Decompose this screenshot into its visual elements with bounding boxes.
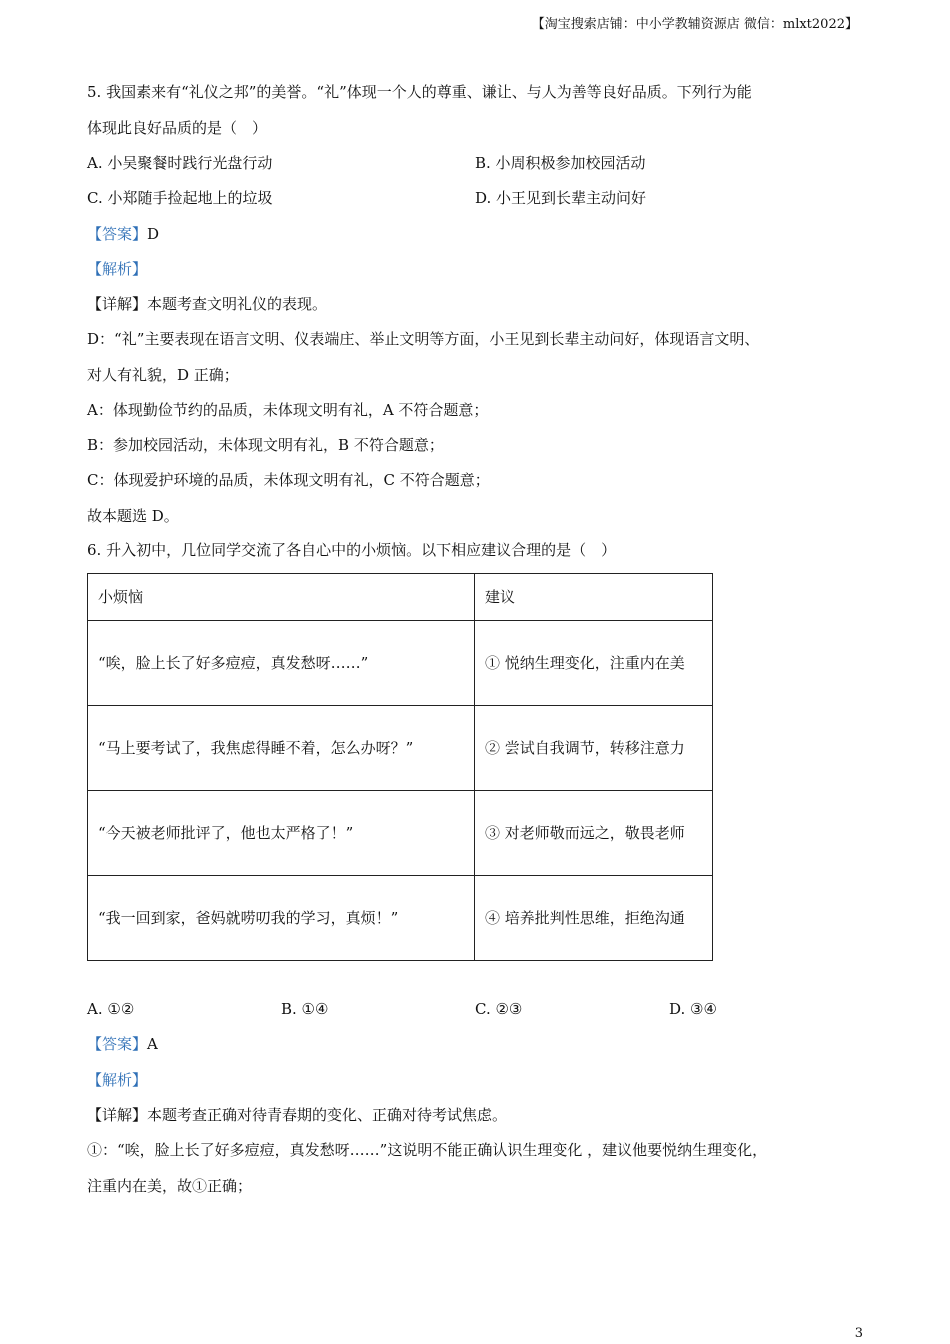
q6-explain-1-line1: ①：“唉，脸上长了好多痘痘，真发愁呀……”这说明不能正确认识生理变化 ，建议他要悦纳生理变化， — [87, 1141, 768, 1159]
table-cell-worry: “我一回到家，爸妈就唠叨我的学习，真烦！” — [88, 876, 475, 961]
q5-explain-a: A：体现勤俭节约的品质，未体现文明有礼，A 不符合题意； — [87, 401, 489, 419]
table-cell-suggestion: ① 悦纳生理变化，注重内在美 — [485, 653, 685, 672]
table-header-worry: 小烦恼 — [88, 574, 475, 621]
q6-analysis-tag: 【解析】 — [87, 1071, 148, 1089]
q5-answer-tag: 【答案】 — [87, 225, 148, 243]
q6-explain-1-line2: 注重内在美，故①正确； — [87, 1177, 253, 1195]
table-cell-worry: “马上要考试了，我焦虑得睡不着，怎么办呀？” — [88, 706, 475, 791]
table-row — [88, 791, 713, 876]
table-cell-suggestion: ③ 对老师敬而远之，敬畏老师 — [485, 823, 685, 842]
q5-detail — [87, 294, 327, 314]
q6-table — [87, 573, 713, 961]
table-row — [88, 621, 713, 706]
q6-answer — [87, 1034, 158, 1054]
q5-explain-b: B：参加校园活动，未体现文明有礼，B 不符合题意； — [87, 436, 444, 454]
table-cell-worry: “今天被老师批评了，他也太严格了！” — [88, 791, 475, 876]
page-number: 3 — [854, 1326, 863, 1341]
page-header: 【淘宝搜索店铺：中小学教辅资源店 微信：mlxt2022】 — [531, 17, 858, 32]
q5-stem-line1: 5. 我国素来有“礼仪之邦”的美誉。“礼”体现一个人的尊重、谦让、与人为善等良好品质。下列行为能 — [87, 83, 752, 101]
q6-option-b: B. ①④ — [281, 1000, 329, 1018]
q5-option-c: C. 小郑随手捡起地上的垃圾 — [87, 189, 273, 207]
q5-explain-d-line1: D：“礼”主要表现在语言文明、仪表端庄、举止文明等方面，小王见到长辈主动问好，体现语言文明、 — [87, 330, 760, 348]
q6-answer-tag: 【答案】 — [87, 1035, 148, 1053]
q5-option-d: D. 小王见到长辈主动问好 — [475, 189, 647, 207]
q5-explain-d-line2: 对人有礼貌，D 正确； — [87, 366, 239, 384]
q5-answer-value: D — [147, 225, 160, 243]
q5-conclusion: 故本题选 D。 — [87, 507, 179, 525]
q6-stem: 6. 升入初中，几位同学交流了各自心中的小烦恼。以下相应建议合理的是（ ） — [87, 541, 617, 559]
q5-explain-c: C：体现爱护环境的品质，未体现文明有礼，C 不符合题意； — [87, 471, 490, 489]
table-row — [88, 706, 713, 791]
q5-detail-text: 本题考查文明礼仪的表现。 — [147, 295, 328, 313]
table-cell-suggestion: ④ 培养批判性思维，拒绝沟通 — [485, 908, 685, 927]
q6-answer-value: A — [147, 1035, 158, 1053]
q5-answer — [87, 224, 159, 244]
q5-option-b: B. 小周积极参加校园活动 — [475, 154, 646, 172]
q6-detail-tag: 【详解】 — [87, 1106, 148, 1124]
table-row — [88, 876, 713, 961]
q5-analysis-tag: 【解析】 — [87, 260, 148, 278]
q5-detail-tag: 【详解】 — [87, 295, 148, 313]
q5-option-a: A. 小吴聚餐时践行光盘行动 — [87, 154, 273, 172]
table-cell-suggestion: ② 尝试自我调节，转移注意力 — [485, 738, 685, 757]
q6-option-d: D. ③④ — [669, 1000, 717, 1018]
table-header-suggestion: 建议 — [475, 574, 713, 621]
table-cell-worry: “唉，脸上长了好多痘痘，真发愁呀……” — [88, 621, 475, 706]
q6-option-c: C. ②③ — [475, 1000, 523, 1018]
q6-option-a: A. ①② — [87, 1000, 135, 1018]
q6-detail — [87, 1105, 507, 1125]
q6-detail-text: 本题考查正确对待青春期的变化、正确对待考试焦虑。 — [147, 1106, 508, 1124]
table-header-row — [88, 574, 713, 621]
q5-stem-line2: 体现此良好品质的是（ ） — [87, 119, 268, 137]
